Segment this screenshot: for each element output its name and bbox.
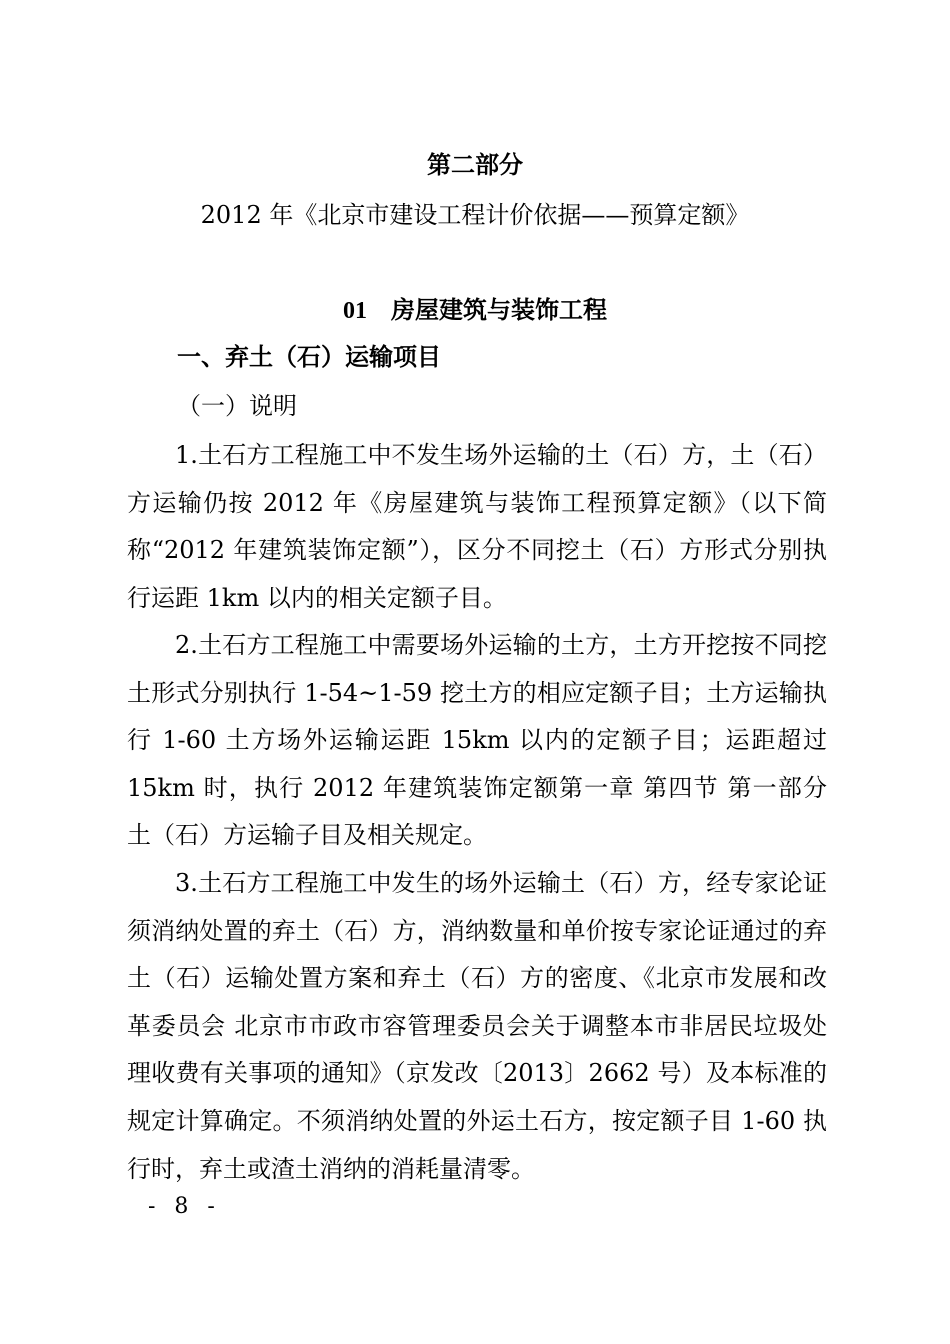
- paragraph-2: 2.土石方工程施工中需要场外运输的土方，土方开挖按不同挖土形式分别执行 1-54~1-59 挖土方的相应定额子目；土方运输执行 1-60 土方场外运输运距 15km 以内的定额子目；运距超过 15km 时，执行 2012 年建筑装饰定额第一章 第四节 第一部分 土（石）方运输子目及相关规定。: [127, 631, 827, 850]
- section-heading: 一、弃土（石）运输项目: [177, 343, 441, 371]
- paragraph-1: 1.土石方工程施工中不发生场外运输的土（石）方，土（石）方运输仍按 2012 年《房屋建筑与装饰工程预算定额》（以下简称“2012 年建筑装饰定额”），区分不同挖土（石）方形式分别执行运距 1km 以内的相关定额子目。: [127, 441, 827, 612]
- document-title: 2012 年《北京市建设工程计价依据——预算定额》: [200, 201, 750, 229]
- paragraph-3: 3.土石方工程施工中发生的场外运输土（石）方，经专家论证须消纳处置的弃土（石）方，消纳数量和单价按专家论证通过的弃土（石）运输处置方案和弃土（石）方的密度、《北京市发展和改革委员会 北京市市政市容管理委员会关于调整本市非居民垃圾处理收费有关事项的通知》（京发改〔2013〕2662 号）及本标准的规定计算确定。不须消纳处置的外运土石方，按定额子目 1-60 执行时，弃土或渣土消纳的消耗量清零。: [127, 869, 827, 1183]
- page-number: - 8 -: [148, 1194, 221, 1219]
- chapter-title: 房屋建筑与装饰工程: [391, 296, 607, 324]
- subsection-heading: （一）说明: [177, 392, 297, 420]
- chapter-number: 01: [343, 298, 367, 324]
- chapter-heading: [0, 295, 950, 326]
- part-title: 第二部分: [427, 151, 523, 179]
